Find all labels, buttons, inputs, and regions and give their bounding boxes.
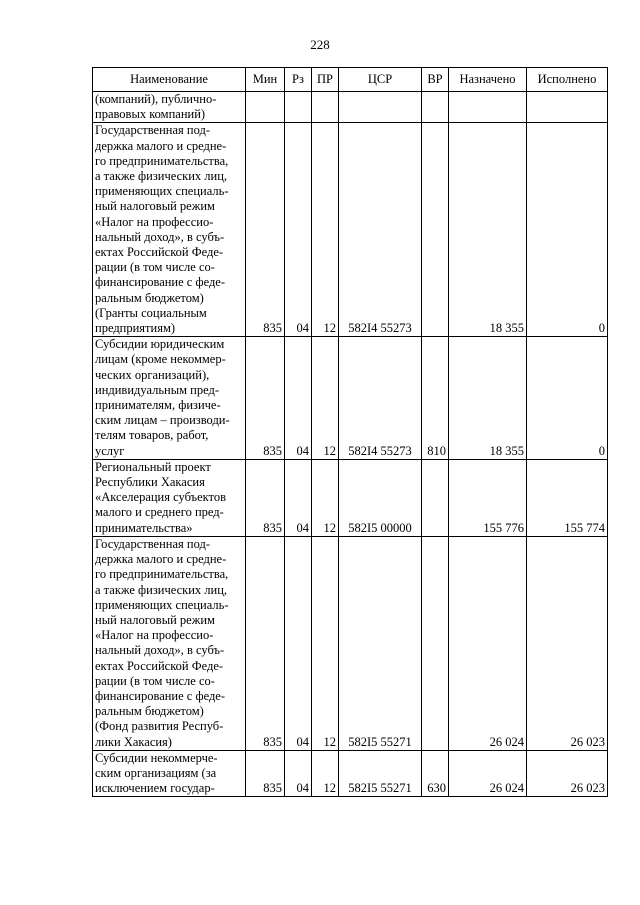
row-assigned: 18 355	[449, 123, 527, 337]
row-csr: 582I5 00000	[339, 459, 422, 536]
col-rz-header: Рз	[285, 68, 312, 92]
table-row	[93, 750, 608, 797]
row-executed: 0	[527, 123, 608, 337]
row-pr: 12	[312, 459, 339, 536]
page-number: 228	[310, 37, 330, 52]
row-assigned	[449, 92, 527, 123]
row-name: Субсидии юридическим лицам (кроме некоммер- ческих организаций), индивидуальным пред- принимателям, физиче- ским лицам – производи- телям товаров, работ, услуг	[93, 337, 246, 460]
row-rz	[285, 92, 312, 123]
row-executed: 26 023	[527, 750, 608, 797]
row-rz: 04	[285, 459, 312, 536]
row-name: Государственная под- держка малого и средне- го предпринимательства, а также физических лиц, применяющих специаль- ный налоговый режим «Налог на профессио- нальный доход», в субъ- ектах Российской Феде- рации (в том числе со- финансирование с феде- ральным бюджетом) (Фонд развития Респуб- лики Хакасия)	[93, 536, 246, 750]
row-executed: 155 774	[527, 459, 608, 536]
row-assigned: 18 355	[449, 337, 527, 460]
row-name: Государственная под- держка малого и средне- го предпринимательства, а также физических лиц, применяющих специаль- ный налоговый режим «Налог на профессио- нальный доход», в субъ- ектах Российской Феде- рации (в том числе со- финансирование с феде- ральным бюджетом) (Гранты социальным предприятиям)	[93, 123, 246, 337]
row-csr: 582I5 55271	[339, 536, 422, 750]
col-min-header: Мин	[246, 68, 285, 92]
row-min	[246, 92, 285, 123]
row-pr: 12	[312, 337, 339, 460]
col-assigned-header: Назначено	[449, 68, 527, 92]
row-pr	[312, 92, 339, 123]
table-row	[93, 536, 608, 750]
row-vr: 630	[422, 750, 449, 797]
row-min: 835	[246, 459, 285, 536]
row-name: Субсидии некоммерче- ским организациям (за исключением государ-	[93, 750, 246, 797]
row-min: 835	[246, 536, 285, 750]
col-executed-header: Исполнено	[527, 68, 608, 92]
row-rz: 04	[285, 536, 312, 750]
row-vr	[422, 92, 449, 123]
col-vr-header: ВР	[422, 68, 449, 92]
row-executed: 0	[527, 337, 608, 460]
row-assigned: 26 024	[449, 536, 527, 750]
row-csr: 582I5 55271	[339, 750, 422, 797]
row-csr: 582I4 55273	[339, 337, 422, 460]
col-pr-header: ПР	[312, 68, 339, 92]
row-name: (компаний), публично- правовых компаний)	[93, 92, 246, 123]
row-name: Региональный проект Республики Хакасия «Акселерация субъектов малого и среднего пред- принимательства»	[93, 459, 246, 536]
row-vr	[422, 459, 449, 536]
row-min: 835	[246, 337, 285, 460]
row-csr	[339, 92, 422, 123]
row-rz: 04	[285, 337, 312, 460]
row-pr: 12	[312, 123, 339, 337]
col-name-header: Наименование	[93, 68, 246, 92]
row-csr: 582I4 55273	[339, 123, 422, 337]
row-executed	[527, 92, 608, 123]
row-min: 835	[246, 750, 285, 797]
col-csr-header: ЦСР	[339, 68, 422, 92]
table-row	[93, 92, 608, 123]
row-rz: 04	[285, 123, 312, 337]
row-assigned: 155 776	[449, 459, 527, 536]
row-vr: 810	[422, 337, 449, 460]
row-vr	[422, 123, 449, 337]
row-executed: 26 023	[527, 536, 608, 750]
row-pr: 12	[312, 536, 339, 750]
row-vr	[422, 536, 449, 750]
table-row	[93, 459, 608, 536]
budget-table	[92, 67, 608, 797]
header-row	[93, 68, 608, 92]
row-min: 835	[246, 123, 285, 337]
table-row	[93, 123, 608, 337]
table-row	[93, 337, 608, 460]
row-rz: 04	[285, 750, 312, 797]
row-assigned: 26 024	[449, 750, 527, 797]
row-pr: 12	[312, 750, 339, 797]
